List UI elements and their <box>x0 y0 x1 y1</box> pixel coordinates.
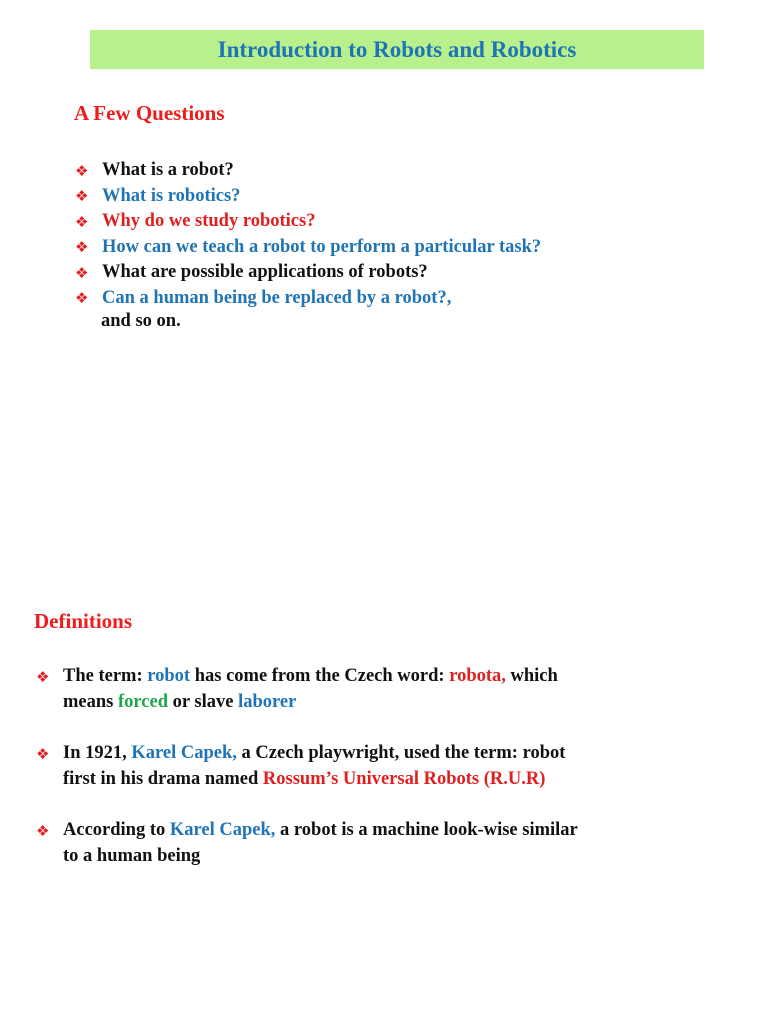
definition-segment: which <box>505 666 558 686</box>
definition-text <box>63 664 683 715</box>
questions-list <box>75 158 541 311</box>
definition-segment: laborer <box>238 691 297 712</box>
definition-segment: to a human being <box>63 845 201 866</box>
diamond-bullet-icon: ❖ <box>36 668 50 686</box>
definition-segment: or slave <box>168 691 239 712</box>
question-item <box>75 158 541 184</box>
questions-continuation: and so on. <box>101 311 181 331</box>
question-text: Can a human being be replaced by a robot?, <box>102 287 452 308</box>
definition-segment: a Czech playwright, used the term: robot <box>236 743 566 763</box>
diamond-bullet-icon: ❖ <box>75 263 89 282</box>
title-banner <box>90 30 704 69</box>
question-text: What is robotics? <box>102 185 241 206</box>
question-item <box>75 235 541 261</box>
diamond-bullet-icon: ❖ <box>75 289 89 308</box>
definition-text <box>63 818 683 869</box>
definitions-heading: Definitions <box>34 609 133 633</box>
question-item <box>75 209 541 235</box>
question-text: Why do we study robotics? <box>102 211 316 232</box>
definition-segment: has come from the Czech word: <box>190 666 450 686</box>
definition-segment: Rossum’s Universal Robots (R.U.R) <box>262 768 546 789</box>
definition-segment: Karel Capek, <box>131 743 237 763</box>
definition-segment: first in his drama named <box>63 768 263 789</box>
definition-segment: means <box>63 691 118 712</box>
diamond-bullet-icon: ❖ <box>75 212 89 231</box>
definition-segment: a robot is a machine look-wise similar <box>275 820 578 840</box>
diamond-bullet-icon: ❖ <box>75 187 89 206</box>
question-item <box>75 184 541 210</box>
diamond-bullet-icon: ❖ <box>36 822 50 840</box>
question-text: What is a robot? <box>102 160 234 181</box>
definition-segment: forced <box>118 691 168 712</box>
question-text: What are possible applications of robots? <box>102 262 428 283</box>
definition-item <box>36 664 683 715</box>
definition-segment: robota, <box>449 666 506 686</box>
definition-item <box>36 741 683 792</box>
question-text: How can we teach a robot to perform a particular task? <box>102 236 542 257</box>
question-item <box>75 286 541 312</box>
definition-text <box>63 741 683 792</box>
diamond-bullet-icon: ❖ <box>75 161 89 180</box>
definition-segment: Karel Capek, <box>169 820 276 840</box>
diamond-bullet-icon: ❖ <box>75 238 89 257</box>
question-item <box>75 260 541 286</box>
definition-segment: The term: <box>63 666 148 686</box>
questions-heading: A Few Questions <box>74 101 225 125</box>
definition-segment: robot <box>147 666 191 686</box>
diamond-bullet-icon: ❖ <box>36 745 50 763</box>
page-title: Introduction to Robots and Robotics <box>217 36 577 62</box>
definition-item <box>36 818 683 869</box>
definition-segment: In 1921, <box>63 743 132 763</box>
definition-segment: According to <box>63 820 170 840</box>
